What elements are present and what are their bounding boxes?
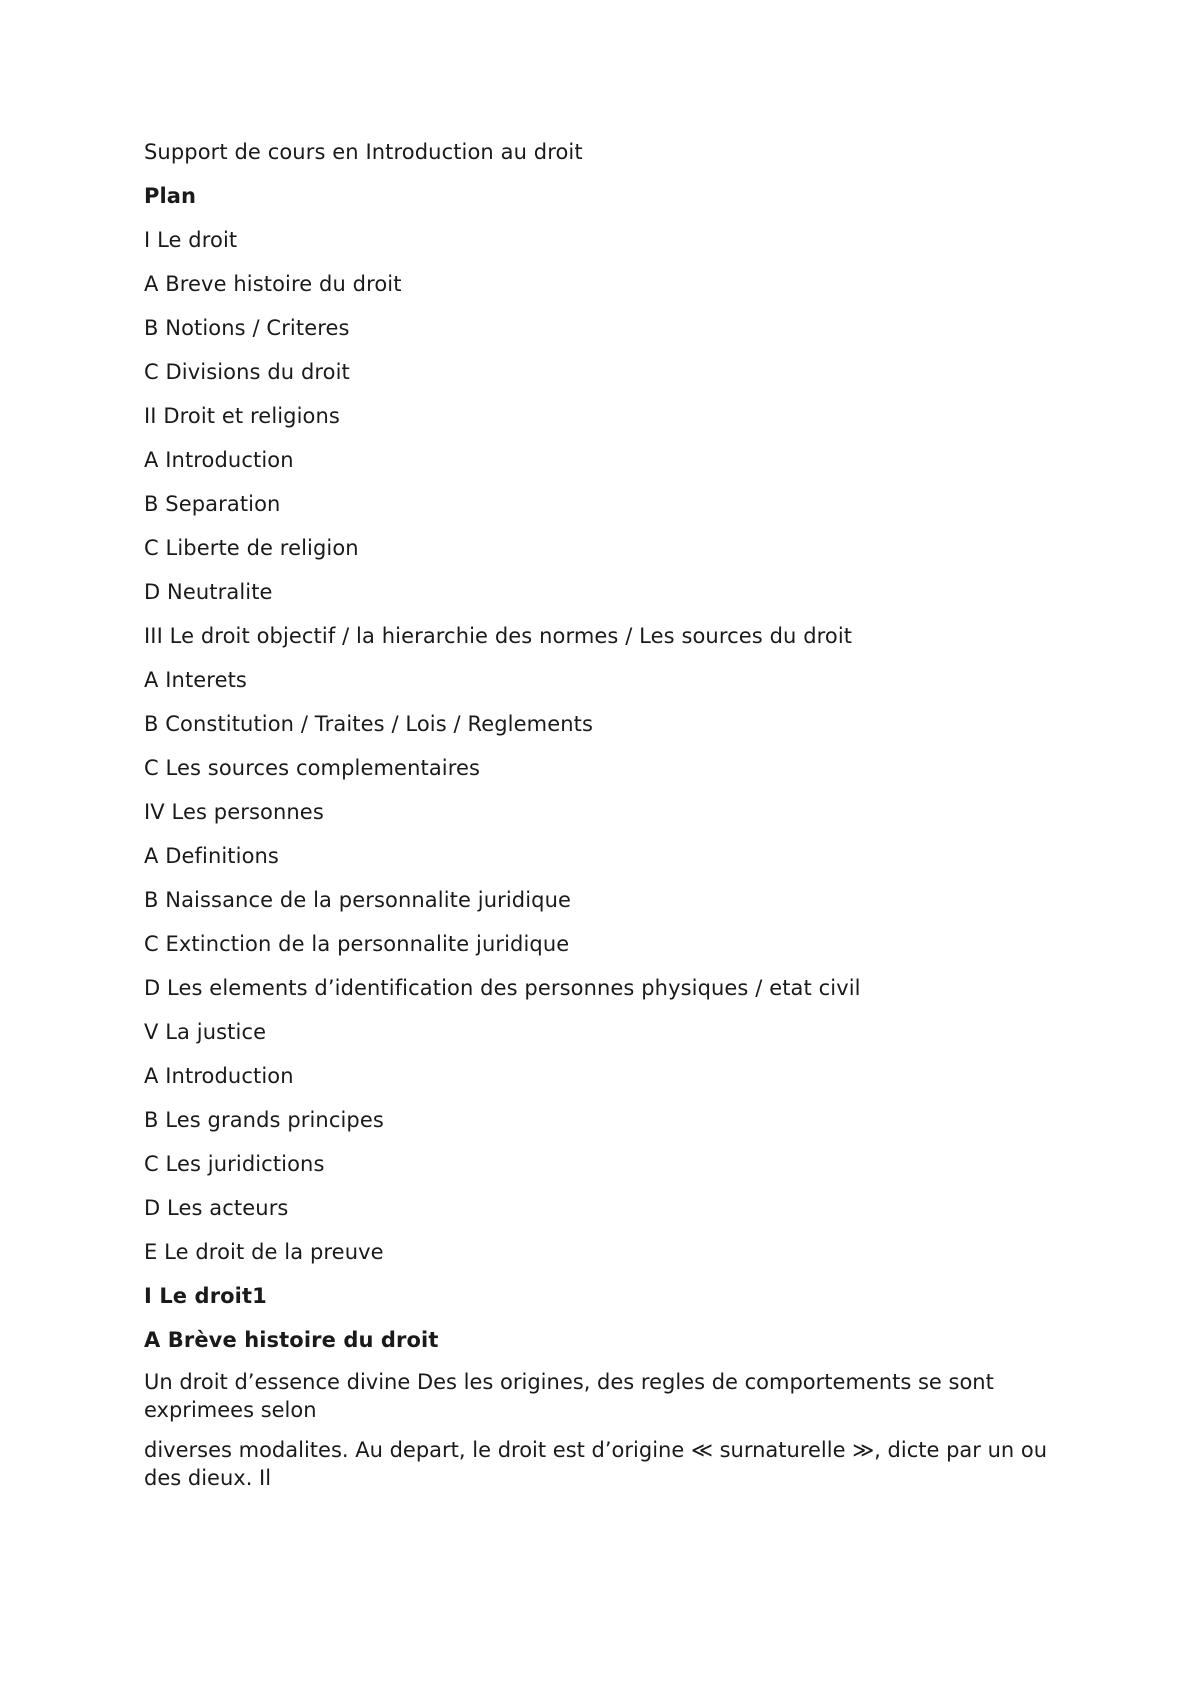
plan-item: B Separation — [144, 492, 281, 516]
plan-item: A Definitions — [144, 844, 279, 868]
body-paragraph: Un droit d’essence divine Des les origines, des regles de comportements se sont exprimees selon — [144, 1370, 994, 1422]
plan-item: A Introduction — [144, 1064, 294, 1088]
plan-item: C Extinction de la personnalite juridique — [144, 932, 570, 956]
plan-item: E Le droit de la preuve — [144, 1240, 384, 1264]
subsection-heading: A Brève histoire du droit — [144, 1328, 439, 1352]
plan-item: C Divisions du droit — [144, 360, 350, 384]
plan-item: II Droit et religions — [144, 404, 340, 428]
plan-heading: Plan — [144, 184, 197, 208]
plan-item: C Les juridictions — [144, 1152, 325, 1176]
plan-item: B Naissance de la personnalite juridique — [144, 888, 571, 912]
plan-item: I Le droit — [144, 228, 238, 252]
plan-item: III Le droit objectif / la hierarchie des normes / Les sources du droit — [144, 624, 853, 648]
plan-item: A Breve histoire du droit — [144, 272, 402, 296]
plan-item: B Constitution / Traites / Lois / Reglements — [144, 712, 593, 736]
plan-item: A Interets — [144, 668, 247, 692]
plan-item: D Les acteurs — [144, 1196, 289, 1220]
plan-item: IV Les personnes — [144, 800, 324, 824]
plan-item: D Les elements d’identification des personnes physiques / etat civil — [144, 976, 861, 1000]
plan-item: C Liberte de religion — [144, 536, 359, 560]
document-page — [144, 138, 1074, 1504]
plan-item: A Introduction — [144, 448, 294, 472]
plan-item: B Les grands principes — [144, 1108, 384, 1132]
section-heading: I Le droit1 — [144, 1284, 267, 1308]
plan-item: B Notions / Criteres — [144, 316, 350, 340]
plan-item: C Les sources complementaires — [144, 756, 481, 780]
body-paragraph: diverses modalites. Au depart, le droit est d’origine ≪ surnaturelle ≫, dicte par un ou des dieux. Il — [144, 1438, 1048, 1490]
plan-item: D Neutralite — [144, 580, 273, 604]
document-title: Support de cours en Introduction au droit — [144, 140, 583, 164]
plan-item: V La justice — [144, 1020, 267, 1044]
